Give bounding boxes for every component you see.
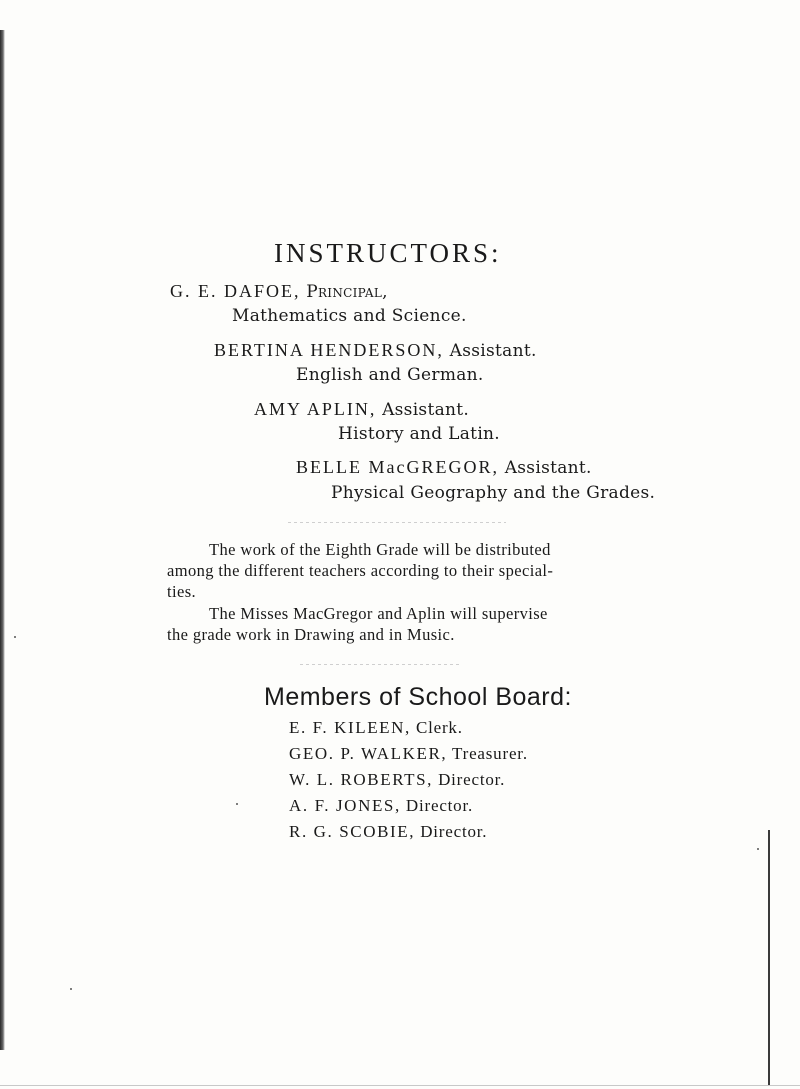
instructor-title: Principal, — [306, 282, 388, 302]
instructor-title: Assistant. — [504, 458, 592, 478]
board-heading: Members of School Board: — [264, 683, 572, 711]
board-member-name: GEO. P. WALKER, — [289, 744, 448, 763]
scan-speck — [70, 988, 72, 990]
board-member-name: A. F. JONES, — [289, 796, 401, 815]
instructor-name-line — [214, 340, 537, 361]
instructor-name: AMY APLIN, — [254, 399, 377, 419]
instructor-subjects: History and Latin. — [338, 424, 501, 444]
board-member — [289, 822, 487, 842]
instructor-subjects: English and German. — [296, 365, 484, 385]
board-member-role: Director. — [405, 796, 474, 815]
board-member-role: Director. — [438, 770, 506, 789]
instructor-subjects: Physical Geography and the Grades. — [331, 483, 656, 503]
note-paragraph-1-line-3: ties. — [167, 582, 197, 601]
note-paragraph-1-line-2: among the different teachers according to their special- — [167, 561, 554, 580]
board-member-role: Director. — [420, 822, 488, 841]
scan-left-edge — [0, 30, 5, 1050]
instructor-name: G. E. DAFOE, — [170, 281, 301, 301]
instructor-name: BELLE MacGREGOR, — [296, 457, 499, 477]
note-paragraph-1-line-1: The work of the Eighth Grade will be distributed — [209, 540, 551, 559]
instructor-subjects: Mathematics and Science. — [232, 306, 467, 326]
board-member — [289, 796, 473, 816]
instructor-name-line — [170, 281, 388, 302]
board-member-name: E. F. KILEEN, — [289, 718, 411, 737]
board-member-role: Clerk. — [415, 718, 463, 737]
section-divider — [300, 664, 460, 665]
scan-speck — [14, 636, 16, 638]
board-member-role: Treasurer. — [452, 744, 528, 763]
board-member — [289, 718, 463, 738]
board-member — [289, 744, 528, 764]
note-paragraph-2-line-1: The Misses MacGregor and Aplin will supervise — [209, 604, 548, 623]
board-member-name: R. G. SCOBIE, — [289, 822, 416, 841]
scan-right-edge — [768, 830, 770, 1085]
scan-speck — [757, 848, 759, 850]
board-member — [289, 770, 505, 790]
instructor-title: Assistant. — [382, 400, 470, 420]
instructor-name: BERTINA HENDERSON, — [214, 340, 444, 360]
section-divider — [288, 522, 506, 523]
instructor-name-line — [254, 399, 469, 420]
scan-speck — [236, 803, 238, 805]
instructor-name-line — [296, 457, 592, 478]
instructor-title: Assistant. — [449, 341, 537, 361]
scan-bottom-edge — [0, 1085, 800, 1086]
note-paragraph-2-line-2: the grade work in Drawing and in Music. — [167, 625, 455, 644]
instructors-heading: INSTRUCTORS: — [274, 238, 502, 268]
board-member-name: W. L. ROBERTS, — [289, 770, 434, 789]
